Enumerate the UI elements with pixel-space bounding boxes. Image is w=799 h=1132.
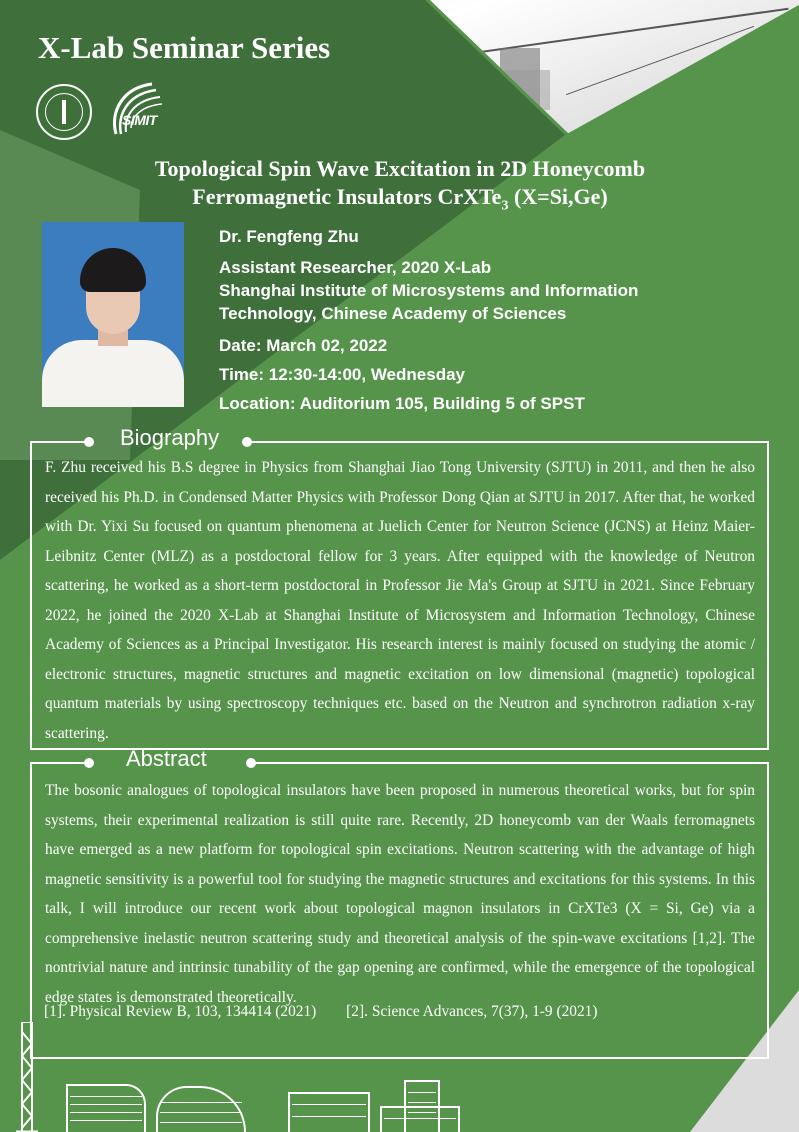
talk-title [100, 155, 700, 214]
speaker-position: Assistant Researcher, 2020 X-Lab [219, 258, 492, 277]
talk-time: Time: 12:30-14:00, Wednesday [219, 365, 465, 384]
simit-logo [106, 82, 176, 142]
building-icon [404, 1080, 440, 1132]
reference-2: [2]. Science Advances, 7(37), 1-9 (2021) [346, 1003, 598, 1020]
talk-date: Date: March 02, 2022 [219, 336, 388, 355]
talk-location: Location: Auditorium 105, Building 5 of SPST [219, 394, 585, 413]
speaker-affiliation-line1: Shanghai Institute of Microsystems and Information [219, 281, 639, 300]
building-icon [66, 1084, 146, 1132]
campus-skyline [60, 1080, 620, 1132]
talk-title-line2: Ferromagnetic Insulators CrXTe$_3$ (X=Si,Ge) [192, 184, 608, 214]
speaker-photo [42, 222, 184, 407]
speaker-info [219, 226, 638, 415]
abstract-section [30, 747, 769, 1059]
simit-logo-text: SIMIT [122, 112, 157, 128]
references [44, 1003, 597, 1021]
bullet-dot [84, 758, 94, 768]
biography-heading: Biography [120, 425, 220, 450]
abstract-text: The bosonic analogues of topological insulators have been proposed in numerous theoretical works, but for spin systems, their experimental realization is still quite rare. Recently, 2D honeycomb van der Waals ferromagnets have emerged as a new platform for topological spin excitations. Neutron scattering with the advantage of high magnetic sensitivity is a powerful tool for studying the magnetic structures and excitations for this systems. In this talk, I will introduce our recent work about topological magnon insulators in CrXTe3 (X = Si, Ge) via a comprehensive inelastic neutron scattering study and theoretical analysis of the spin-wave excitations [1,2]. The nontrivial nature and intrinsic tunability of the gap opening are confirmed, while the emergence of the topological edge states is demonstrated theoretically. [45, 782, 755, 1006]
biography-section [30, 426, 769, 750]
speaker-affiliation-line2: Technology, Chinese Academy of Sciences [219, 304, 567, 323]
tower-icon [14, 1022, 40, 1132]
reference-1: [1]. Physical Review B, 103, 134414 (2021) [44, 1003, 317, 1020]
talk-title-line1: Topological Spin Wave Excitation in 2D Honeycomb [154, 156, 646, 181]
building-icon [156, 1086, 246, 1132]
series-title: X-Lab Seminar Series [38, 30, 331, 65]
biography-text: F. Zhu received his B.S degree in Physics from Shanghai Jiao Tong University (SJTU) in 2011, and then he also received his Ph.D. in Condensed Matter Physics with Professor Dong Qian at SJTU in 2017. After that, he worked with Dr. Yixi Su focused on quantum phenomena at Juelich Center for Neutron Science (JCNS) at Heinz Maier-Leibnitz Center (MLZ) as a postdoctoral fellow for 3 years. After equipped with the knowledge of Neutron scattering, he worked as a short-term postdoctoral in Professor Jie Ma's Group at SJTU in 2021. Since February 2022, he joined the 2020 X-Lab at Shanghai Institute of Microsystem and Information Technology, Chinese Academy of Sciences as a Principal Investigator. His research interest is mainly focused on studying the atomic / electronic structures, magnetic structures and magnetic excitation on low dimensional (magnetic) topological quantum materials by using spectroscopy techniques etc. based on the Neutron and synchrotron radiation x-ray scattering. [45, 459, 755, 742]
building-icon [288, 1092, 370, 1132]
shanghaitech-logo [36, 84, 92, 140]
speaker-name: Dr. Fengfeng Zhu [219, 227, 359, 246]
bullet-dot [84, 437, 94, 447]
abstract-heading: Abstract [126, 746, 207, 771]
